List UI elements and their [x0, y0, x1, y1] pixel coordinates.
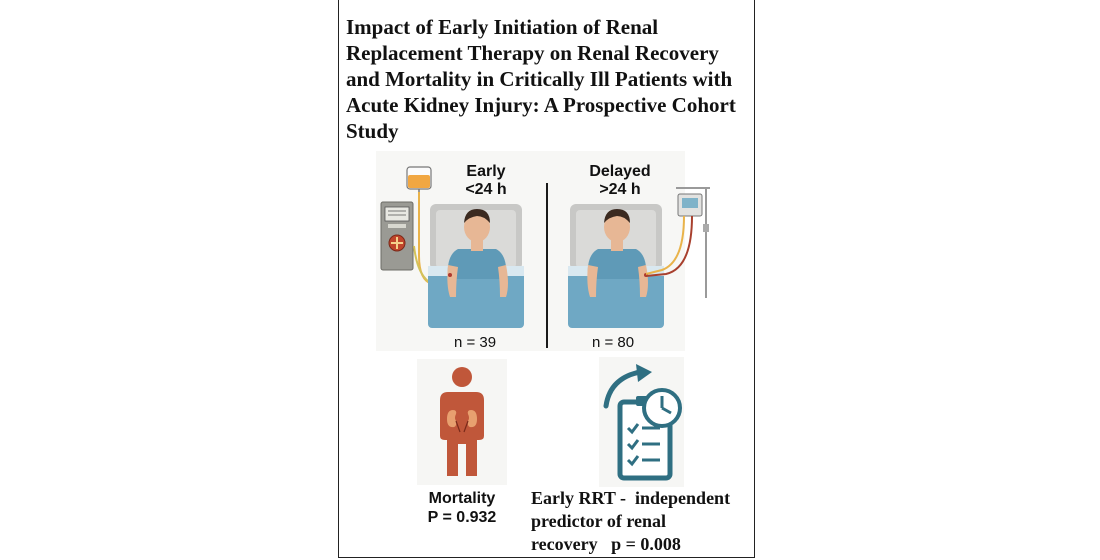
delayed-label-line2: >24 h — [599, 181, 641, 198]
early-n: n = 39 — [454, 334, 497, 351]
recovery-p-value: p = 0.008 — [611, 534, 681, 554]
delayed-label-line1: Delayed — [589, 163, 651, 180]
recovery-line2: predictor of renal — [531, 511, 666, 531]
early-label-line2: <24 h — [465, 181, 507, 198]
iv-pole-monitor-icon — [640, 182, 720, 300]
recovery-caption — [531, 487, 751, 556]
early-patient-icon — [440, 205, 514, 301]
recovery-line3 — [531, 533, 751, 556]
figure-title: Impact of Early Initiation of Renal Replacement Therapy on Renal Recovery and Mortality in Critically Ill Patients with Acute Kidney Injury: A Prospective Cohort Study — [346, 15, 736, 143]
mortality-p-value: P = 0.932 — [427, 509, 497, 526]
iv-bag-icon — [405, 166, 433, 192]
mortality-label: Mortality — [428, 490, 496, 507]
early-label-line1: Early — [466, 163, 506, 180]
recovery-line1: Early RRT - independent — [531, 488, 731, 508]
person-kidney-icon — [432, 366, 492, 480]
delayed-n: n = 80 — [592, 334, 635, 351]
clipboard-clock-icon — [602, 362, 684, 482]
early-label — [446, 163, 526, 199]
dialysis-machine-icon — [380, 201, 414, 271]
recovery-line3-text: recovery — [531, 534, 598, 554]
group-divider — [546, 183, 548, 348]
mortality-caption — [412, 489, 512, 527]
